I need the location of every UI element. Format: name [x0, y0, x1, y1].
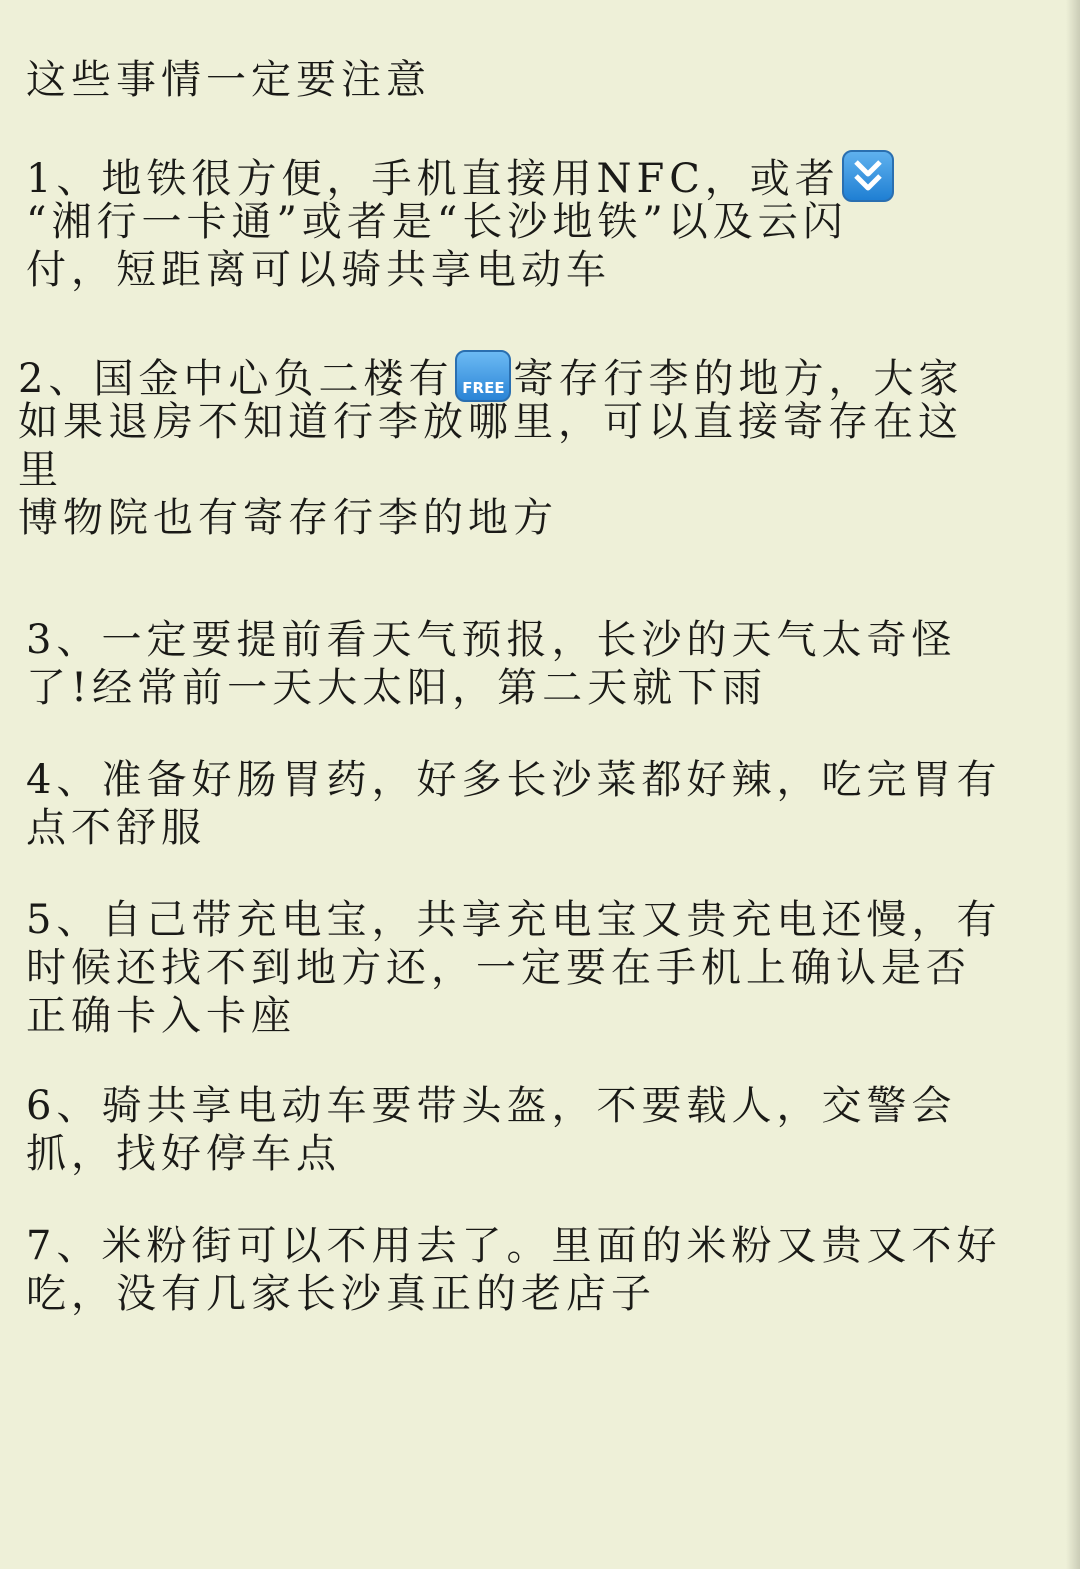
free-icon-label: FREE	[462, 379, 505, 397]
item-2-text-b: 寄存行李的地方，大家	[513, 356, 964, 402]
item-2-line-1	[18, 350, 963, 403]
item-1-line-2: “湘行一卡通”或者是“长沙地铁”以及云闪	[26, 199, 848, 245]
page-edge-shadow	[1066, 0, 1080, 1569]
item-3-line-1: 3、一定要提前看天气预报，长沙的天气太奇怪	[26, 617, 957, 663]
item-1-line-3: 付，短距离可以骑共享电动车	[26, 247, 611, 293]
free-button-icon	[455, 350, 511, 402]
item-5-line-1: 5、自己带充电宝，共享充电宝又贵充电还慢，有	[26, 897, 1002, 943]
item-2-line-4: 博物院也有寄存行李的地方	[18, 495, 558, 541]
item-1-line-1	[26, 150, 896, 203]
item-6-line-2: 抓，找好停车点	[26, 1131, 341, 1177]
item-6-line-1: 6、骑共享电动车要带头盔，不要载人，交警会	[26, 1083, 957, 1129]
item-4-line-2: 点不舒服	[26, 805, 206, 851]
item-5-line-2: 时候还找不到地方还，一定要在手机上确认是否	[26, 945, 971, 991]
item-5-line-3: 正确卡入卡座	[26, 993, 296, 1039]
item-1-text: 1、地铁很方便，手机直接用NFC，或者	[26, 156, 840, 202]
item-2-text-a: 2、国金中心负二楼有	[18, 356, 454, 402]
item-3-line-2: 了!经常前一天大太阳，第二天就下雨	[26, 665, 768, 711]
item-2-line-3: 里	[18, 447, 63, 493]
down-arrow-button-icon	[842, 150, 894, 202]
item-4-line-1: 4、准备好肠胃药，好多长沙菜都好辣，吃完胃有	[26, 757, 1002, 803]
item-7-line-1: 7、米粉街可以不用去了。里面的米粉又贵又不好	[26, 1223, 1002, 1269]
page-title: 这些事情一定要注意	[26, 57, 431, 103]
item-2-line-2: 如果退房不知道行李放哪里，可以直接寄存在这	[18, 399, 963, 445]
item-7-line-2: 吃，没有几家长沙真正的老店子	[26, 1271, 656, 1317]
